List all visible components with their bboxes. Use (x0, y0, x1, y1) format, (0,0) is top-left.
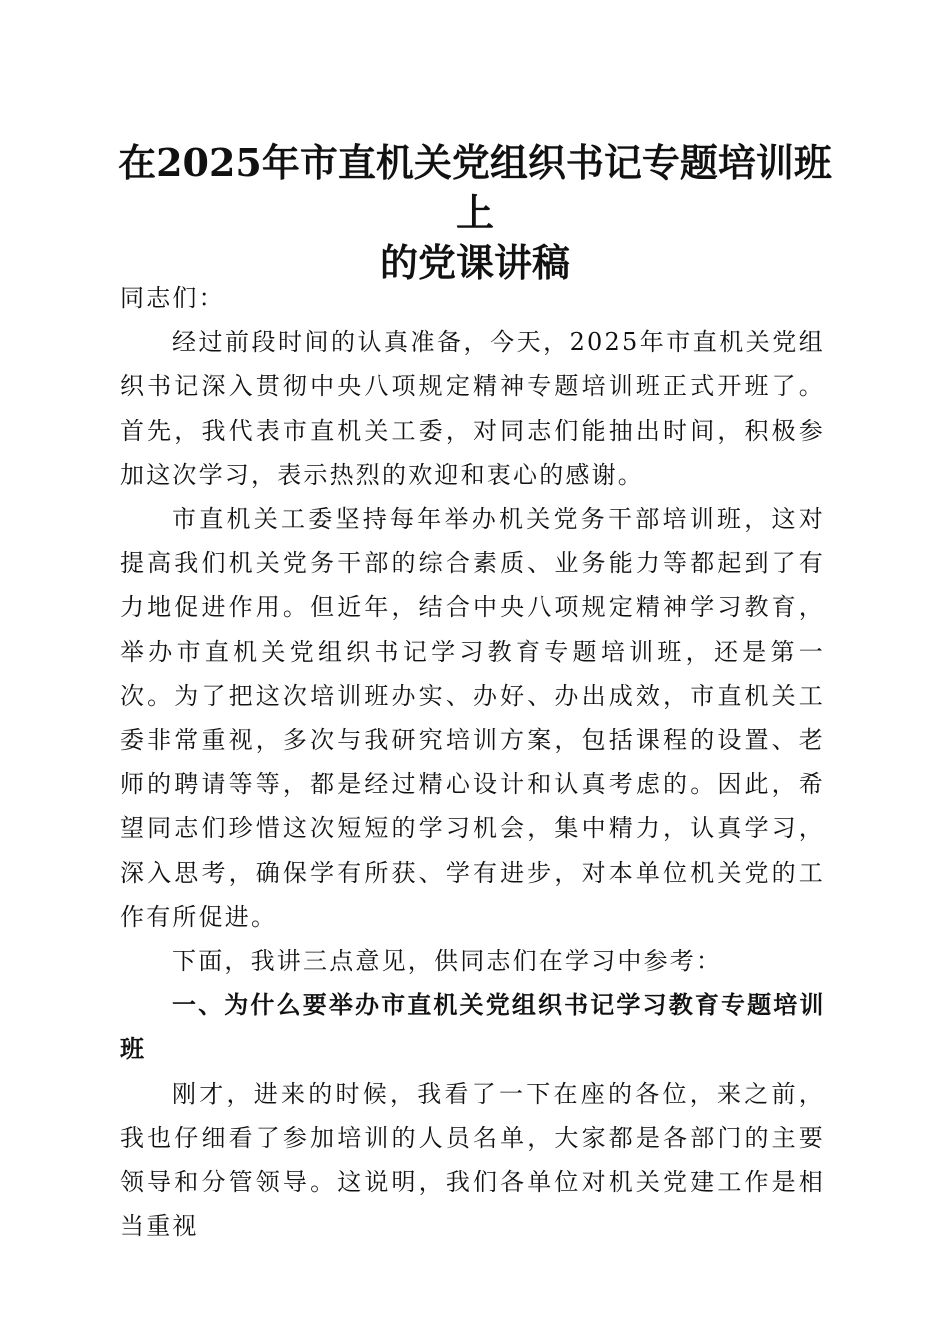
paragraph-section-1: 刚才，进来的时候，我看了一下在座的各位，来之前，我也仔细看了参加培训的人员名单，大家都是各部门的主要领导和分管领导。这说明，我们各单位对机关党建工作是相当重视 (120, 1079, 825, 1241)
document-title (100, 138, 850, 288)
paragraph-background: 市直机关工委坚持每年举办机关党务干部培训班，这对提高我们机关党务干部的综合素质、业务能力等都起到了有力地促进作用。但近年，结合中央八项规定精神学习教育，举办市直机关党组织书记学习教育专题培训班，还是第一次。为了把这次培训班办实、办好、办出成效，市直机关工委非常重视，多次与我研究培训方案，包括课程的设置、老师的聘请等等，都是经过精心设计和认真考虑的。因此，希望同志们珍惜这次短短的学习机会，集中精力，认真学习，深入思考，确保学有所获、学有进步，对本单位机关党的工作有所促进。 (120, 505, 825, 931)
title-line-1: 在2025年市直机关党组织书记专题培训班上 (118, 140, 832, 235)
title-line-2: 的党课讲稿 (379, 240, 570, 285)
paragraph-opening: 经过前段时间的认真准备，今天，2025年市直机关党组织书记深入贯彻中央八项规定精神专题培训班正式开班了。首先，我代表市直机关工委，对同志们能抽出时间，积极参加这次学习，表示热烈的欢迎和衷心的感谢。 (120, 328, 825, 489)
salutation: 同志们： (120, 284, 225, 312)
paragraph-transition: 下面，我讲三点意见，供同志们在学习中参考： (172, 947, 723, 976)
section-heading-1: 一、为什么要举办市直机关党组织书记学习教育专题培训班 (120, 991, 825, 1064)
document-body (120, 276, 825, 1248)
